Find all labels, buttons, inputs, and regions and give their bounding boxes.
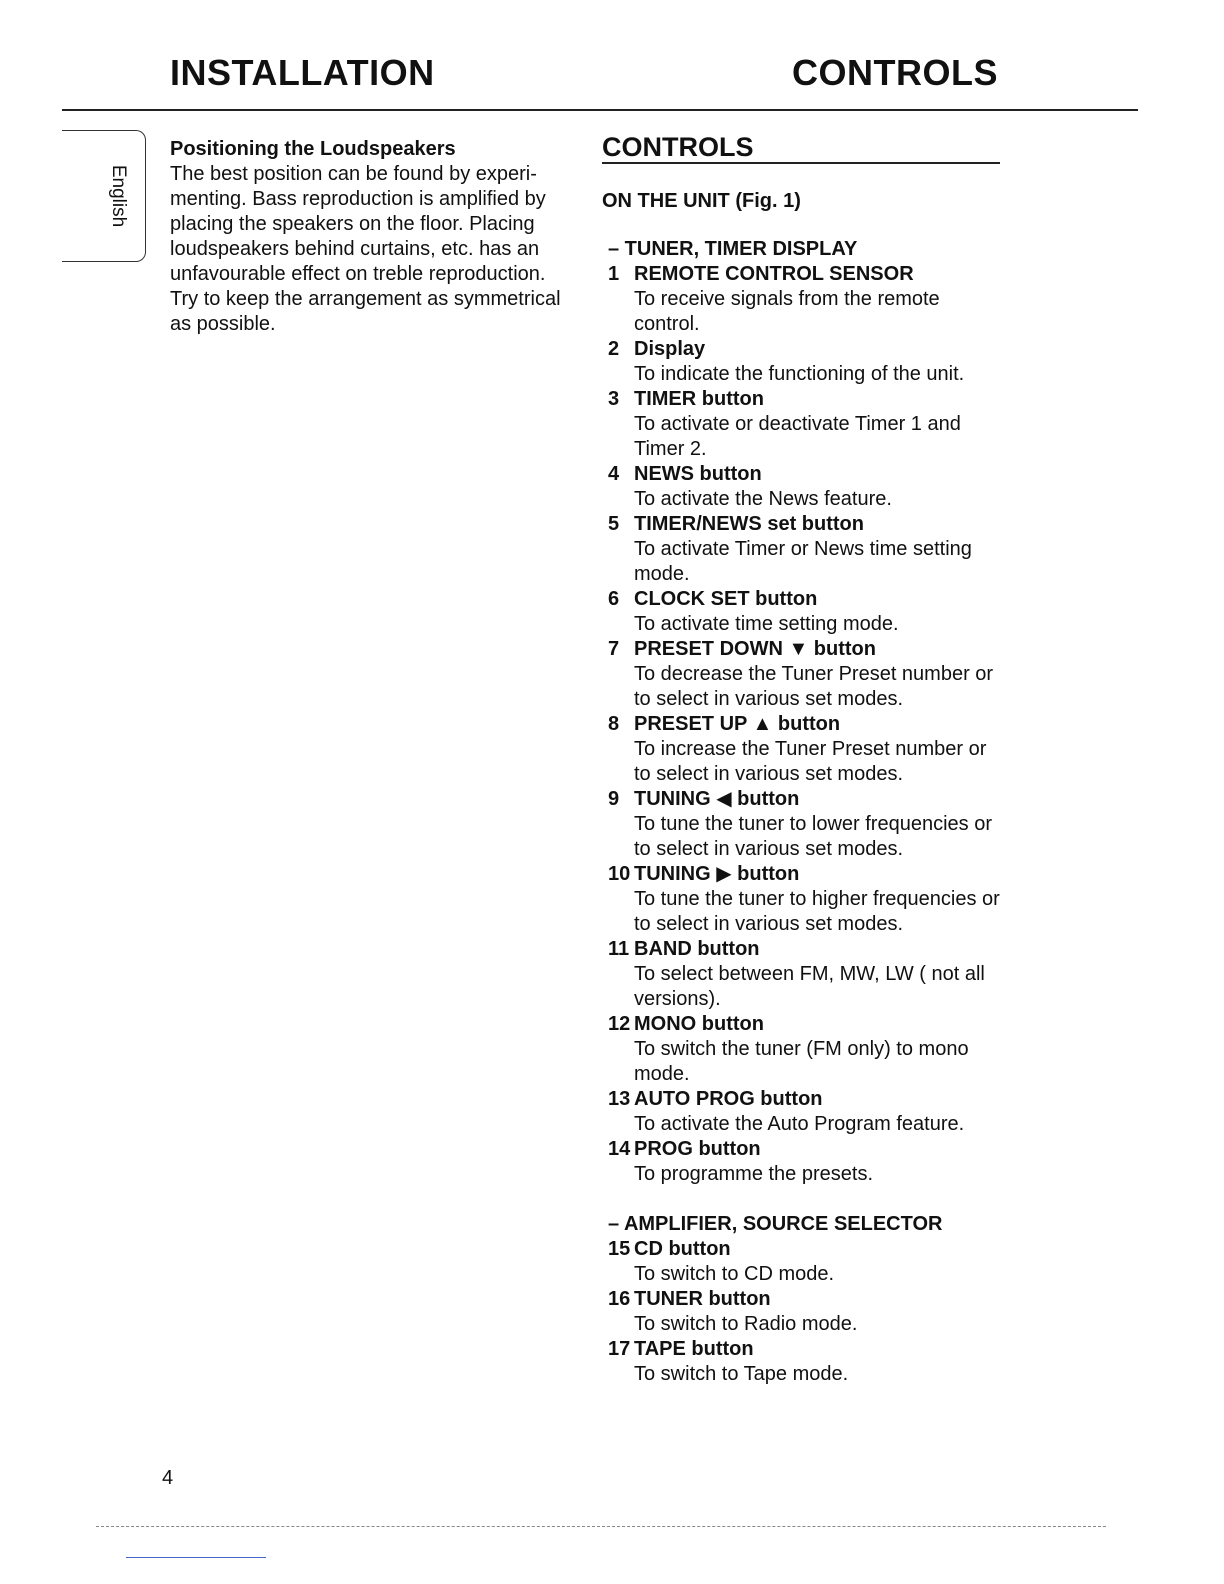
section-heading-tuner: – TUNER, TIMER DISPLAY xyxy=(608,238,858,260)
control-item-heading xyxy=(608,1087,1008,1112)
header-rule xyxy=(62,109,1138,111)
control-item-description: To switch the tuner (FM only) to mono xyxy=(634,1038,969,1060)
installation-line: Try to keep the arrangement as symmetrical xyxy=(170,288,561,310)
control-item-label: TUNING ◀ button xyxy=(634,788,800,810)
control-item-heading xyxy=(608,262,1008,287)
control-item-heading xyxy=(608,337,1008,362)
control-item-heading xyxy=(608,587,1008,612)
control-item-heading xyxy=(608,937,1008,962)
control-item-label: TUNING ▶ button xyxy=(634,863,800,885)
header-installation: INSTALLATION xyxy=(170,52,435,93)
installation-line: placing the speakers on the floor. Placing xyxy=(170,213,535,235)
control-item-description: To activate time setting mode. xyxy=(634,613,899,635)
control-item-description: versions). xyxy=(634,988,721,1010)
control-item-label: TIMER/NEWS set button xyxy=(634,513,864,535)
control-item-description: to select in various set modes. xyxy=(634,688,904,710)
installation-line: loudspeakers behind curtains, etc. has an xyxy=(170,238,540,260)
control-item-number: 5 xyxy=(608,513,620,535)
control-item-description: To tune the tuner to higher frequencies or xyxy=(634,888,1000,910)
control-item-heading xyxy=(608,387,1008,412)
control-item-description: to select in various set modes. xyxy=(634,838,904,860)
control-item-description: To programme the presets. xyxy=(634,1163,873,1185)
page-number: 4 xyxy=(162,1467,174,1489)
control-item-number: 14 xyxy=(608,1138,631,1160)
control-item-description: mode. xyxy=(634,563,690,585)
control-item-label: CD button xyxy=(634,1238,731,1260)
control-item-description: To activate or deactivate Timer 1 and xyxy=(634,413,961,435)
control-item-number: 8 xyxy=(608,713,620,735)
control-item-heading xyxy=(608,637,1008,662)
control-item-heading xyxy=(608,862,1008,887)
control-item-label: TUNER button xyxy=(634,1288,771,1310)
control-item-heading xyxy=(608,712,1008,737)
control-item-description: To receive signals from the remote control. xyxy=(634,288,940,335)
unit-title: ON THE UNIT (Fig. 1) xyxy=(602,190,801,212)
control-item-number: 2 xyxy=(608,338,620,360)
control-item-number: 9 xyxy=(608,788,620,810)
control-item-heading xyxy=(608,787,1008,812)
control-item-number: 10 xyxy=(608,863,631,885)
control-item-description: To indicate the functioning of the unit. xyxy=(634,363,965,385)
language-tab-label: English xyxy=(108,164,129,228)
installation-line: menting. Bass reproduction is amplified by xyxy=(170,188,546,210)
control-item-description: Timer 2. xyxy=(634,438,707,460)
control-item-number: 6 xyxy=(608,588,620,610)
control-item-description: to select in various set modes. xyxy=(634,763,904,785)
control-item-description: To decrease the Tuner Preset number or xyxy=(634,663,994,685)
installation-line: unfavourable effect on treble reproduction. xyxy=(170,263,546,285)
control-item-number: 12 xyxy=(608,1013,631,1035)
control-item-description: To activate Timer or News time setting xyxy=(634,538,972,560)
control-item-label: MONO button xyxy=(634,1013,764,1035)
control-item-description: to select in various set modes. xyxy=(634,913,904,935)
controls-list xyxy=(608,237,1008,1387)
control-item-number: 1 xyxy=(608,263,620,285)
control-item-number: 11 xyxy=(608,938,630,960)
installation-line: The best position can be found by experi- xyxy=(170,163,537,185)
scan-artifact-line xyxy=(96,1526,1106,1529)
control-item-description: To switch to Radio mode. xyxy=(634,1313,858,1335)
control-item-label: NEWS button xyxy=(634,463,762,485)
control-item-heading xyxy=(608,1287,1008,1312)
control-item-label: TAPE button xyxy=(634,1338,754,1360)
control-item-label: Display xyxy=(634,338,706,360)
section-gap xyxy=(608,1187,1008,1212)
control-item-number: 13 xyxy=(608,1088,631,1110)
control-item-label: REMOTE CONTROL SENSOR xyxy=(634,263,914,285)
control-item-description: To switch to Tape mode. xyxy=(634,1363,849,1385)
control-item-heading xyxy=(608,462,1008,487)
header-controls: CONTROLS xyxy=(792,52,998,93)
control-item-description: To tune the tuner to lower frequencies or xyxy=(634,813,992,835)
control-item-heading xyxy=(608,1237,1008,1262)
control-item-label: TIMER button xyxy=(634,388,764,410)
section-heading-amplifier: – AMPLIFIER, SOURCE SELECTOR xyxy=(608,1213,943,1235)
installation-column xyxy=(170,137,570,337)
footer-line xyxy=(126,1557,266,1558)
control-item-number: 4 xyxy=(608,463,620,485)
control-item-description: To activate the Auto Program feature. xyxy=(634,1113,965,1135)
controls-title: CONTROLS xyxy=(602,132,754,162)
control-item-heading xyxy=(608,1137,1008,1162)
control-item-description: To activate the News feature. xyxy=(634,488,892,510)
control-item-description: To increase the Tuner Preset number or xyxy=(634,738,987,760)
control-item-description: mode. xyxy=(634,1063,690,1085)
control-item-label: CLOCK SET button xyxy=(634,588,818,610)
control-item-heading xyxy=(608,512,1008,537)
control-item-label: PROG button xyxy=(634,1138,761,1160)
control-item-label: AUTO PROG button xyxy=(634,1088,823,1110)
language-tab xyxy=(62,130,146,262)
control-item-number: 15 xyxy=(608,1238,631,1260)
control-item-description: To switch to CD mode. xyxy=(634,1263,835,1285)
control-item-label: BAND button xyxy=(634,938,760,960)
control-item-number: 3 xyxy=(608,388,620,410)
control-item-label: PRESET DOWN ▼ button xyxy=(634,638,876,660)
control-item-description: To select between FM, MW, LW ( not all xyxy=(634,963,985,985)
control-item-number: 17 xyxy=(608,1338,631,1360)
control-item-label: PRESET UP ▲ button xyxy=(634,713,841,735)
installation-subtitle: Positioning the Loudspeakers xyxy=(170,138,456,160)
controls-title-rule xyxy=(602,162,1000,164)
control-item-number: 7 xyxy=(608,638,620,660)
control-item-heading xyxy=(608,1012,1008,1037)
installation-line: as possible. xyxy=(170,313,276,335)
control-item-heading xyxy=(608,1337,1008,1362)
control-item-number: 16 xyxy=(608,1288,631,1310)
